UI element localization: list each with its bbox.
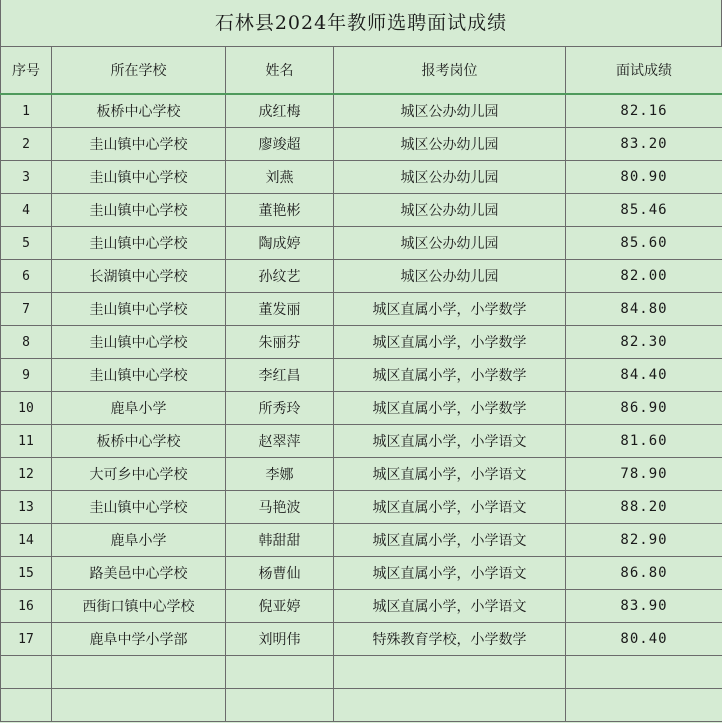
empty-cell[interactable]	[566, 689, 722, 722]
table-row	[1, 491, 722, 524]
cell-name[interactable]: 刘燕	[226, 161, 334, 194]
cell-name[interactable]: 朱丽芬	[226, 326, 334, 359]
cell-position[interactable]: 城区公办幼儿园	[334, 161, 566, 194]
empty-cell[interactable]	[52, 656, 226, 689]
cell-school[interactable]: 圭山镇中心学校	[52, 359, 226, 392]
header-seq[interactable]: 序号	[1, 47, 52, 95]
cell-name[interactable]: 马艳波	[226, 491, 334, 524]
cell-seq[interactable]: 3	[1, 161, 52, 194]
cell-score[interactable]: 82.00	[566, 260, 722, 293]
cell-name[interactable]: 所秀玲	[226, 392, 334, 425]
cell-position[interactable]: 城区直属小学，小学语文	[334, 425, 566, 458]
table-row	[1, 293, 722, 326]
cell-position[interactable]: 城区直属小学，小学语文	[334, 557, 566, 590]
cell-position[interactable]: 城区直属小学，小学语文	[334, 590, 566, 623]
cell-score[interactable]: 85.60	[566, 227, 722, 260]
header-name[interactable]: 姓名	[226, 47, 334, 95]
cell-seq[interactable]: 7	[1, 293, 52, 326]
cell-school[interactable]: 长湖镇中心学校	[52, 260, 226, 293]
table-row	[1, 128, 722, 161]
cell-name[interactable]: 刘明伟	[226, 623, 334, 656]
cell-seq[interactable]: 8	[1, 326, 52, 359]
table-row	[1, 326, 722, 359]
cell-seq[interactable]: 5	[1, 227, 52, 260]
cell-school[interactable]: 板桥中心学校	[52, 94, 226, 128]
cell-school[interactable]: 圭山镇中心学校	[52, 227, 226, 260]
cell-score[interactable]: 84.40	[566, 359, 722, 392]
cell-school[interactable]: 圭山镇中心学校	[52, 128, 226, 161]
cell-score[interactable]: 82.16	[566, 94, 722, 128]
table-row	[1, 425, 722, 458]
cell-seq[interactable]: 9	[1, 359, 52, 392]
cell-seq[interactable]: 1	[1, 94, 52, 128]
cell-name[interactable]: 李红昌	[226, 359, 334, 392]
cell-score[interactable]: 81.60	[566, 425, 722, 458]
table-row	[1, 557, 722, 590]
empty-cell[interactable]	[1, 656, 52, 689]
cell-seq[interactable]: 16	[1, 590, 52, 623]
empty-cell[interactable]	[226, 689, 334, 722]
cell-school[interactable]: 板桥中心学校	[52, 425, 226, 458]
header-position[interactable]: 报考岗位	[334, 47, 566, 95]
cell-position[interactable]: 城区直属小学，小学数学	[334, 326, 566, 359]
cell-position[interactable]: 城区公办幼儿园	[334, 94, 566, 128]
cell-position[interactable]: 城区直属小学，小学语文	[334, 524, 566, 557]
cell-score[interactable]: 88.20	[566, 491, 722, 524]
cell-position[interactable]: 城区直属小学，小学数学	[334, 359, 566, 392]
header-score[interactable]: 面试成绩	[566, 47, 722, 95]
cell-school[interactable]: 西街口镇中心学校	[52, 590, 226, 623]
cell-name[interactable]: 倪亚婷	[226, 590, 334, 623]
header-school[interactable]: 所在学校	[52, 47, 226, 95]
cell-score[interactable]: 85.46	[566, 194, 722, 227]
cell-position[interactable]: 城区直属小学，小学语文	[334, 491, 566, 524]
cell-position[interactable]: 城区公办幼儿园	[334, 128, 566, 161]
cell-seq[interactable]: 6	[1, 260, 52, 293]
cell-name[interactable]: 成红梅	[226, 94, 334, 128]
cell-name[interactable]: 董发丽	[226, 293, 334, 326]
cell-name[interactable]: 廖竣超	[226, 128, 334, 161]
table-row	[1, 194, 722, 227]
cell-name[interactable]: 李娜	[226, 458, 334, 491]
cell-seq[interactable]: 11	[1, 425, 52, 458]
scores-table	[0, 46, 722, 722]
empty-row	[1, 656, 722, 689]
cell-seq[interactable]: 17	[1, 623, 52, 656]
cell-name[interactable]: 杨曹仙	[226, 557, 334, 590]
table-row	[1, 524, 722, 557]
cell-school[interactable]: 大可乡中心学校	[52, 458, 226, 491]
empty-cell[interactable]	[1, 689, 52, 722]
empty-cell[interactable]	[566, 656, 722, 689]
cell-school[interactable]: 圭山镇中心学校	[52, 326, 226, 359]
empty-cell[interactable]	[52, 689, 226, 722]
cell-school[interactable]: 鹿阜小学	[52, 392, 226, 425]
table-row	[1, 623, 722, 656]
cell-seq[interactable]: 12	[1, 458, 52, 491]
cell-seq[interactable]: 13	[1, 491, 52, 524]
cell-score[interactable]: 82.90	[566, 524, 722, 557]
cell-seq[interactable]: 10	[1, 392, 52, 425]
cell-school[interactable]: 圭山镇中心学校	[52, 161, 226, 194]
cell-seq[interactable]: 2	[1, 128, 52, 161]
cell-school[interactable]: 圭山镇中心学校	[52, 293, 226, 326]
table-row	[1, 359, 722, 392]
cell-position[interactable]: 特殊教育学校，小学数学	[334, 623, 566, 656]
cell-seq[interactable]: 4	[1, 194, 52, 227]
cell-name[interactable]: 陶成婷	[226, 227, 334, 260]
cell-position[interactable]: 城区直属小学，小学语文	[334, 458, 566, 491]
cell-score[interactable]: 80.40	[566, 623, 722, 656]
cell-score[interactable]: 82.30	[566, 326, 722, 359]
cell-score[interactable]: 83.90	[566, 590, 722, 623]
cell-school[interactable]: 鹿阜小学	[52, 524, 226, 557]
empty-row	[1, 689, 722, 722]
table-row	[1, 590, 722, 623]
header-row	[1, 47, 722, 95]
empty-cell[interactable]	[334, 689, 566, 722]
table-row	[1, 227, 722, 260]
cell-position[interactable]: 城区公办幼儿园	[334, 194, 566, 227]
table-row	[1, 260, 722, 293]
cell-seq[interactable]: 15	[1, 557, 52, 590]
sheet-title: 石林县2024年教师选聘面试成绩	[0, 0, 722, 46]
cell-score[interactable]: 86.90	[566, 392, 722, 425]
table-row	[1, 392, 722, 425]
cell-name[interactable]: 董艳彬	[226, 194, 334, 227]
cell-school[interactable]: 圭山镇中心学校	[52, 491, 226, 524]
cell-position[interactable]: 城区直属小学，小学数学	[334, 293, 566, 326]
cell-name[interactable]: 赵翠萍	[226, 425, 334, 458]
cell-score[interactable]: 78.90	[566, 458, 722, 491]
cell-school[interactable]: 鹿阜中学小学部	[52, 623, 226, 656]
cell-name[interactable]: 韩甜甜	[226, 524, 334, 557]
cell-score[interactable]: 86.80	[566, 557, 722, 590]
cell-score[interactable]: 84.80	[566, 293, 722, 326]
cell-name[interactable]: 孙纹艺	[226, 260, 334, 293]
cell-score[interactable]: 83.20	[566, 128, 722, 161]
cell-position[interactable]: 城区公办幼儿园	[334, 227, 566, 260]
empty-cell[interactable]	[226, 656, 334, 689]
cell-position[interactable]: 城区直属小学，小学数学	[334, 392, 566, 425]
cell-school[interactable]: 圭山镇中心学校	[52, 194, 226, 227]
table-row	[1, 161, 722, 194]
cell-position[interactable]: 城区公办幼儿园	[334, 260, 566, 293]
empty-cell[interactable]	[334, 656, 566, 689]
table-row	[1, 94, 722, 128]
cell-school[interactable]: 路美邑中心学校	[52, 557, 226, 590]
cell-score[interactable]: 80.90	[566, 161, 722, 194]
table-row	[1, 458, 722, 491]
cell-seq[interactable]: 14	[1, 524, 52, 557]
